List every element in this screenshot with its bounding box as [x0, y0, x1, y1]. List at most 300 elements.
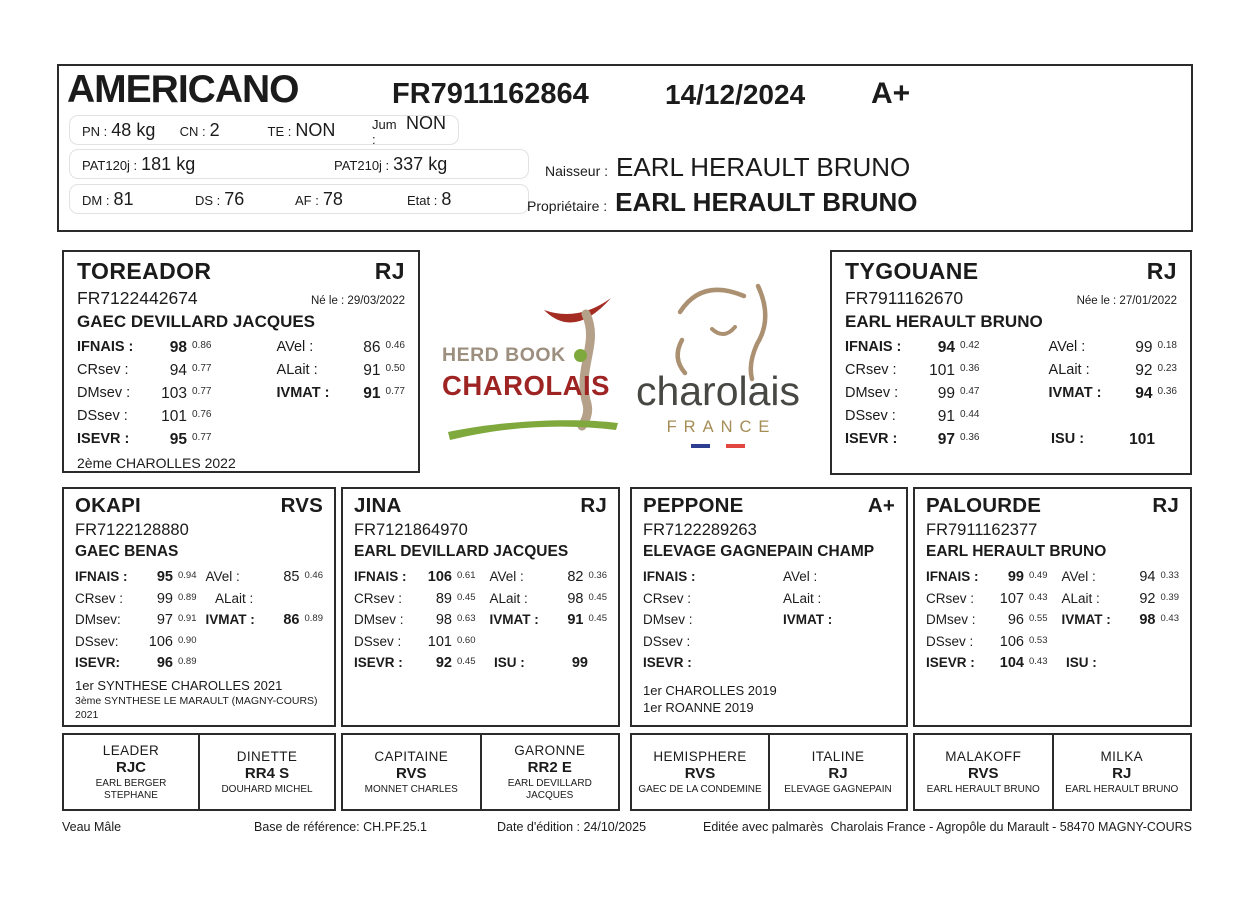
stat-value	[843, 569, 877, 584]
animal-grade: A+	[867, 494, 895, 517]
animal-name: PALOURDE	[926, 494, 1042, 517]
great-grandparents-pair-4	[913, 733, 1192, 811]
stat-right	[490, 612, 608, 628]
attribute	[82, 120, 180, 141]
stat-accuracy: 0.89	[304, 613, 323, 624]
animal-name: LEADER	[102, 742, 160, 758]
stat-label: IVMAT :	[489, 612, 539, 627]
attribute	[82, 154, 334, 175]
stat-label: IVMAT :	[205, 612, 255, 627]
stat-row	[75, 591, 323, 613]
attribute-value: 81	[113, 188, 134, 209]
stat-label: CRsev :	[926, 590, 975, 606]
birth-attributes-row	[69, 115, 459, 145]
animal-owner: MONNET CHARLES	[364, 783, 458, 795]
stat-accuracy	[741, 635, 783, 650]
stat-left	[75, 655, 215, 671]
stat-label: DMsev :	[845, 385, 899, 401]
stat-left	[643, 591, 783, 606]
stat-left	[77, 339, 277, 357]
stat-row	[75, 612, 323, 634]
owner-name: EARL HERAULT BRUNO	[615, 187, 918, 217]
charolais-wordmark: charolais	[635, 368, 801, 414]
stat-accuracy: 0.43	[1160, 613, 1179, 624]
weight-attributes-row	[69, 149, 529, 179]
box-id-row	[643, 521, 895, 540]
pedigree-box-ggp	[343, 735, 480, 809]
stat-value: 99	[1007, 569, 1024, 585]
stat-label: DMsev:	[75, 612, 121, 627]
stat-accuracy	[741, 656, 783, 671]
animal-owner: ELEVAGE GAGNEPAIN	[784, 783, 892, 795]
attribute	[334, 154, 447, 175]
owner-line	[527, 187, 918, 218]
animal-id: FR7911162377	[926, 521, 1038, 539]
stat-label: IFNAIS :	[75, 569, 128, 584]
award-line: 1er CHAROLLES 2019	[643, 682, 777, 698]
stat-label: DSsev :	[926, 633, 974, 649]
stat-right	[206, 569, 324, 585]
stat-label: DMsev :	[643, 612, 693, 627]
stat-value: 97	[156, 612, 173, 628]
stat-left	[643, 634, 783, 649]
animal-owner: EARL DEVILLARD JACQUES	[354, 543, 569, 560]
stat-accuracy: 0.49	[1029, 570, 1048, 581]
sire-stats	[77, 339, 405, 454]
sire-grade: RJ	[374, 258, 405, 284]
animal-grade: RR4 S	[244, 764, 290, 782]
score-attributes-row	[69, 184, 529, 214]
stat-left	[845, 362, 1049, 380]
stat-label: IVMAT :	[1061, 612, 1111, 627]
dam-grade: RJ	[1146, 258, 1177, 284]
pedigree-box-granddam-maternal	[913, 487, 1192, 727]
stat-label: IFNAIS :	[926, 569, 979, 584]
stat-left	[77, 408, 283, 426]
pedigree-box-grandsire-paternal	[62, 487, 336, 727]
pedigree-box-ggp	[768, 735, 906, 809]
stat-accuracy	[1160, 656, 1179, 671]
stat-value: 85	[283, 569, 300, 585]
box-id-row	[926, 521, 1179, 540]
stat-row	[926, 591, 1179, 613]
box-id-row	[77, 288, 405, 309]
stat-accuracy: 0.60	[457, 634, 476, 646]
stat-label: DSsev :	[354, 633, 402, 649]
french-flag-icon	[612, 444, 824, 448]
stat-label: ISU :	[1051, 431, 1085, 447]
stat-value: 98	[1139, 612, 1156, 628]
stat-row	[77, 362, 405, 385]
stat-accuracy	[1155, 432, 1177, 450]
animal-owner: EARL DEVILLARD JACQUES	[507, 777, 592, 801]
breeder-line	[545, 152, 910, 183]
stat-left	[845, 431, 1051, 449]
animal-name: GARONNE	[514, 742, 586, 758]
stat-accuracy: 0.94	[178, 570, 197, 581]
stat-value: 106	[999, 633, 1024, 650]
awards	[75, 677, 323, 723]
stat-accuracy: 0.45	[588, 613, 607, 624]
stat-label: ISEVR :	[77, 431, 130, 447]
stat-left	[926, 591, 1062, 607]
pedigree-box-ggp	[632, 735, 768, 809]
stat-value: 86	[283, 612, 300, 628]
stat-value: 91	[567, 612, 584, 628]
stat-accuracy: 0.36	[588, 570, 607, 581]
attribute-value: 2	[209, 119, 220, 140]
stat-accuracy: 0.43	[1029, 591, 1048, 603]
stat-label: IFNAIS :	[643, 569, 696, 584]
stat-left	[845, 339, 1049, 357]
great-grandparents-pair-1	[62, 733, 336, 811]
stat-value: 94	[1135, 385, 1153, 402]
stat-accuracy	[741, 570, 783, 585]
breeder-name: EARL HERAULT BRUNO	[616, 152, 911, 182]
stat-left	[643, 569, 783, 584]
animal-sex: Veau Mâle	[62, 820, 122, 834]
stat-label: IVMAT :	[1048, 385, 1102, 401]
animal-name: AMERICANO	[67, 68, 299, 111]
dam-owner: EARL HERAULT BRUNO	[845, 312, 1043, 331]
stat-row	[77, 339, 405, 362]
animal-grade: A+	[871, 77, 911, 110]
stat-label: AVel :	[783, 569, 818, 584]
edition-date: Date d'édition : 24/10/2025	[497, 820, 647, 834]
stat-value: 91	[363, 385, 381, 402]
stat-accuracy: 0.42	[960, 340, 980, 351]
reference-base: Base de référence: CH.PF.25.1	[254, 820, 428, 834]
stat-value: 99	[156, 590, 173, 607]
dam-stats	[845, 339, 1177, 454]
great-grandparents-pair-3	[630, 733, 908, 811]
stat-left	[75, 634, 215, 650]
stat-accuracy: 0.45	[457, 591, 476, 603]
stat-accuracy: 0.18	[1157, 340, 1177, 351]
stat-left	[926, 612, 1062, 628]
great-grandparents-pair-2	[341, 733, 620, 811]
stat-left	[77, 385, 277, 403]
stat-label: AVel :	[489, 569, 524, 584]
stat-label: ALait :	[783, 590, 822, 606]
stat-label: ISU :	[1066, 655, 1097, 670]
animal-owner: EARL BERGER STEPHANE	[95, 777, 167, 801]
stat-left	[75, 569, 206, 585]
stat-label: ISU :	[494, 655, 525, 670]
stat-row	[845, 339, 1177, 362]
box-id-row	[354, 521, 607, 540]
stat-accuracy: 0.89	[178, 656, 197, 667]
stat-left	[354, 634, 494, 650]
stat-row	[845, 385, 1177, 408]
stat-left	[845, 385, 1049, 403]
stat-left	[77, 431, 283, 449]
stat-accuracy: 0.53	[1029, 634, 1048, 646]
stat-label: IVMAT :	[276, 385, 330, 401]
stat-value: 92	[1135, 362, 1153, 379]
animal-grade: RVS	[967, 764, 999, 782]
stat-value	[705, 591, 741, 606]
herd-book-wordmark	[442, 344, 610, 402]
animal-name: JINA	[354, 494, 402, 517]
attribute-label: DS :	[195, 192, 221, 208]
stat-label: CRsev :	[77, 362, 129, 378]
stat-value	[1126, 655, 1160, 670]
stat-label: CRsev :	[354, 590, 403, 606]
box-id-row	[845, 288, 1177, 309]
stat-accuracy	[877, 570, 895, 585]
box-head	[845, 258, 1177, 285]
stat-accuracy: 0.90	[178, 634, 197, 646]
stat-left	[926, 569, 1062, 585]
stat-value: 99	[571, 655, 588, 671]
stat-row	[643, 655, 895, 677]
stat-value: 97	[937, 431, 955, 448]
pedigree-box-grandsire-maternal	[630, 487, 908, 727]
stat-row	[77, 408, 405, 431]
stat-row	[77, 385, 405, 408]
attribute	[295, 189, 407, 210]
animal-name: CAPITAINE	[374, 748, 449, 764]
issuer-address: Charolais France - Agropôle du Marault - 58470 MAGNY-COURS	[830, 820, 1192, 834]
attribute-value: 76	[224, 188, 245, 209]
stat-right	[277, 385, 405, 403]
stat-value: 94	[169, 362, 187, 379]
stat-value: 82	[567, 569, 584, 585]
stat-row	[354, 569, 607, 591]
stat-label: IFNAIS :	[354, 569, 407, 584]
box-id-row	[75, 521, 323, 540]
stat-value: 104	[999, 655, 1024, 671]
stat-row	[926, 612, 1179, 634]
stat-accuracy: 0.77	[192, 363, 212, 374]
stat-value: 91	[937, 408, 955, 425]
animal-name: ITALINE	[811, 748, 865, 764]
stat-label: IFNAIS :	[77, 339, 134, 355]
stat-accuracy: 0.23	[1157, 363, 1177, 374]
stat-label: ALait :	[276, 362, 318, 378]
attribute-value: 181 kg	[141, 153, 196, 174]
stat-left	[77, 362, 277, 380]
stat-value	[705, 569, 741, 584]
dam-name: TYGOUANE	[845, 258, 979, 284]
stat-label: DSsev :	[77, 408, 128, 424]
stat-accuracy	[877, 592, 895, 607]
stat-left	[926, 634, 1066, 650]
sire-awards	[77, 454, 405, 472]
attribute-value: 8	[441, 188, 452, 209]
attribute-label: CN :	[179, 123, 206, 139]
attribute-label: PAT210j :	[334, 157, 390, 173]
attribute-label: PN :	[82, 123, 108, 139]
stat-row	[643, 591, 895, 613]
awards	[643, 682, 895, 717]
animal-owner: DOUHARD MICHEL	[221, 783, 313, 795]
stat-right	[1062, 591, 1180, 607]
animal-grade: RJ	[1112, 764, 1132, 782]
stat-value: 106	[148, 633, 173, 650]
sire-id: FR7122442674	[77, 288, 198, 308]
animal-id: FR7122289263	[643, 521, 757, 539]
stat-row	[926, 634, 1179, 656]
stat-accuracy: 0.76	[192, 409, 212, 420]
sire-name: TOREADOR	[77, 258, 212, 284]
stat-right	[1051, 431, 1177, 449]
stat-right	[215, 591, 323, 606]
palmares-note: Editée avec palmarès	[703, 820, 824, 834]
animal-grade: RJC	[115, 758, 146, 776]
stat-value: 98	[169, 339, 187, 356]
herd-book-charolais-logo	[440, 282, 625, 452]
box-head	[75, 494, 323, 518]
stat-right	[490, 591, 608, 607]
stat-label: CRsev :	[75, 590, 124, 606]
stat-label: DSsev:	[75, 633, 119, 649]
stat-value: 99	[1135, 339, 1153, 356]
stat-label: AVel :	[276, 339, 314, 355]
herd-book-line2: CHAROLAIS	[442, 370, 610, 401]
stat-right	[783, 591, 895, 606]
attribute	[180, 120, 268, 141]
award-line: 1er ROANNE 2019	[643, 700, 754, 716]
box-head	[643, 494, 895, 518]
stat-label: ISEVR :	[643, 655, 692, 670]
stat-accuracy: 0.46	[304, 570, 323, 581]
attribute	[268, 120, 372, 141]
stat-accuracy: 0.61	[457, 570, 476, 581]
animal-grade: RJ	[580, 494, 607, 517]
breeder-label: Naisseur :	[545, 163, 609, 179]
stat-right	[1049, 339, 1177, 357]
stat-label: DSsev :	[643, 633, 691, 649]
stat-accuracy	[741, 592, 783, 607]
stat-value: 86	[363, 339, 381, 356]
attribute-label: Jum :	[371, 117, 397, 147]
flag-red-dash	[726, 444, 745, 448]
stat-right	[1049, 362, 1177, 380]
stat-value: 101	[427, 633, 452, 650]
stat-label: CRsev :	[643, 590, 692, 606]
stat-value: 94	[1139, 569, 1156, 585]
stats	[926, 569, 1179, 677]
stat-label: AVel :	[205, 569, 240, 584]
attribute-value: NON	[406, 113, 446, 133]
stat-accuracy: 0.50	[385, 363, 405, 374]
stat-right	[1066, 655, 1179, 670]
stat-row	[845, 431, 1177, 454]
stat-value: 98	[567, 590, 584, 607]
stat-label: DMsev :	[354, 612, 404, 627]
stat-accuracy: 0.77	[192, 386, 212, 397]
stat-value	[705, 612, 741, 627]
stat-right	[783, 612, 895, 627]
stat-row	[354, 655, 607, 677]
stat-label: ISEVR:	[75, 655, 121, 670]
stat-value	[705, 655, 741, 670]
stat-accuracy: 0.39	[1160, 591, 1179, 603]
stat-row	[354, 591, 607, 613]
stat-left	[926, 655, 1066, 671]
attribute-label: Etat :	[407, 192, 438, 208]
stat-value	[275, 591, 309, 606]
stat-left	[643, 612, 783, 627]
award-line: 3ème SYNTHESE LE MARAULT (MAGNY-COURS) 2021	[75, 695, 318, 722]
stat-left	[354, 591, 490, 607]
cow-head-icon	[640, 274, 800, 382]
animal-name: MALAKOFF	[945, 748, 1022, 764]
pedigree-box-dam	[830, 250, 1192, 475]
stat-value: 101	[1129, 431, 1155, 448]
stat-value: 89	[435, 590, 452, 607]
animal-grade: RVS	[684, 764, 716, 782]
stat-row	[845, 408, 1177, 431]
stat-value: 91	[363, 362, 381, 379]
stat-value: 103	[161, 385, 187, 402]
stat-label: ISEVR :	[926, 655, 975, 670]
stat-value: 106	[427, 569, 452, 585]
stat-accuracy: 0.47	[960, 386, 980, 397]
animal-grade: RJ	[828, 764, 848, 782]
stat-right	[277, 339, 405, 357]
stat-right	[490, 569, 608, 585]
stat-value: 99	[937, 385, 955, 402]
attribute-label: TE :	[267, 123, 292, 139]
animal-name: DINETTE	[236, 748, 298, 764]
pedigree-box-ggp	[1052, 735, 1191, 809]
owner-label: Propriétaire :	[527, 198, 608, 214]
stat-label: ISEVR :	[845, 431, 898, 447]
stat-label: AVel :	[1048, 339, 1086, 355]
stat-row	[75, 569, 323, 591]
stat-left	[354, 612, 490, 628]
sire-owner: GAEC DEVILLARD JACQUES	[77, 312, 316, 331]
attribute-label: DM :	[82, 192, 110, 208]
animal-name: HEMISPHERE	[653, 748, 747, 764]
stat-value: 95	[169, 431, 187, 448]
stat-row	[77, 431, 405, 454]
stat-value: 95	[156, 569, 173, 585]
flag-blue-dash	[691, 444, 710, 448]
stat-left	[354, 655, 494, 671]
stat-label: ALait :	[1048, 362, 1090, 378]
green-dot-icon	[574, 349, 587, 362]
animal-grade: RJ	[1152, 494, 1179, 517]
stat-value: 96	[156, 655, 173, 671]
attribute-label: AF :	[295, 192, 319, 208]
animal-owner: EARL HERAULT BRUNO	[926, 543, 1107, 560]
animal-grade: RR2 E	[527, 758, 572, 776]
stat-accuracy: 0.45	[457, 656, 476, 667]
animal-header-box	[57, 64, 1193, 232]
animal-id: FR7122128880	[75, 521, 189, 539]
box-head	[926, 494, 1179, 518]
stat-label: ALait :	[215, 590, 254, 606]
sire-birth-date: Né le : 29/03/2022	[311, 295, 405, 307]
stat-accuracy: 0.77	[385, 386, 405, 397]
stat-right	[277, 362, 405, 380]
stat-label: IFNAIS :	[845, 339, 902, 355]
stat-label: CRsev :	[845, 362, 897, 378]
animal-birth-date: 14/12/2024	[665, 79, 806, 110]
stat-row	[845, 362, 1177, 385]
stat-value	[843, 612, 877, 627]
stats	[354, 569, 607, 677]
stat-label: DSsev :	[845, 408, 896, 424]
award-line: 2ème CHAROLLES 2022	[77, 455, 236, 471]
stat-right	[206, 612, 324, 628]
stat-accuracy: 0.45	[588, 591, 607, 603]
stat-accuracy	[741, 613, 783, 628]
